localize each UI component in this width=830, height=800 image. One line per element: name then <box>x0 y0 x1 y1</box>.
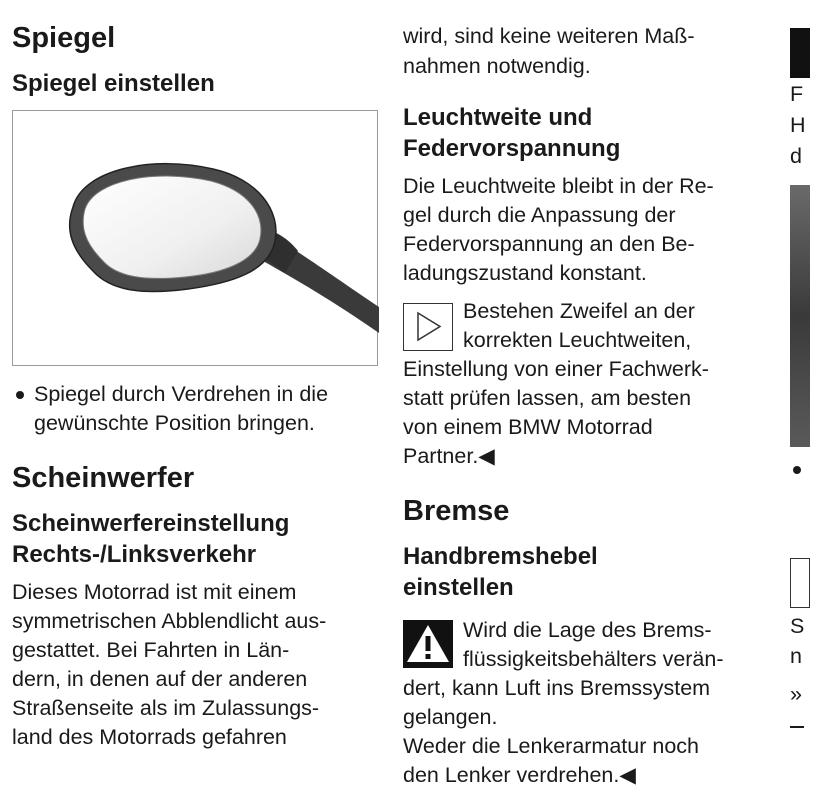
heading-headlight-range: Leuchtweite und <box>403 104 593 131</box>
body-text-line: nahmen notwendig. <box>403 54 591 78</box>
body-text-line: Federvorspannung an den Be- <box>403 232 695 256</box>
subheading-headlight-adjust: Scheinwerfereinstellung <box>12 510 290 537</box>
cropped-text-fragment: F <box>790 82 804 106</box>
subheading-hand-brake: Handbremshebel <box>403 543 598 570</box>
body-text-line: Straßenseite als im Zulassungs- <box>12 696 320 720</box>
note-text-line: korrekten Leuchtweiten, <box>463 328 692 352</box>
note-text-line: Einstellung von einer Fachwerk- <box>403 357 709 381</box>
warning-text-line: dert, kann Luft ins Bremssystem <box>403 676 711 700</box>
body-text-line: symmetrischen Abblendlicht aus- <box>12 609 327 633</box>
note-text-line: von einem BMW Motorrad <box>403 415 653 439</box>
cropped-text-fragment: S <box>790 614 805 638</box>
warning-icon <box>403 620 453 668</box>
body-text-line: ladungszustand konstant. <box>403 261 647 285</box>
warning-text-line: Weder die Lenkerarmatur noch <box>403 734 699 758</box>
mirror-illustration <box>12 110 378 366</box>
warning-triangle-icon <box>403 620 453 668</box>
warning-text-line: Wird die Lage des Brems- <box>463 618 712 642</box>
heading-brake: Bremse <box>403 495 510 527</box>
cropped-text-fragment: n <box>790 644 802 668</box>
subheading-hand-brake: einstellen <box>403 574 514 601</box>
warning-icon <box>790 28 810 78</box>
play-note-icon <box>790 558 810 608</box>
note-text-line: Bestehen Zweifel an der <box>463 299 695 323</box>
cropped-text-fragment: » <box>790 682 802 706</box>
heading-mirror: Spiegel <box>12 22 116 54</box>
body-text-line: gel durch die Anpassung der <box>403 203 676 227</box>
note-text-line: statt prüfen lassen, am besten <box>403 386 692 410</box>
subheading-headlight-adjust: Rechts-/Linksverkehr <box>12 541 257 568</box>
body-text-line: wird, sind keine weiteren Maß- <box>403 24 695 48</box>
body-text-line: dern, in denen auf der anderen <box>12 667 308 691</box>
warning-text-line: gelangen. <box>403 705 498 729</box>
bullet-text-line: gewünschte Position bringen. <box>34 411 315 435</box>
heading-headlight: Scheinwerfer <box>12 462 195 494</box>
body-text-line: gestattet. Bei Fahrten in Län- <box>12 638 290 662</box>
warning-text-line: flüssigkeitsbehälters verän- <box>463 647 724 671</box>
photo-fragment <box>790 185 810 447</box>
body-text-line: Dieses Motorrad ist mit einem <box>12 580 297 604</box>
play-note-icon <box>403 303 453 351</box>
subheading-mirror-adjust: Spiegel einstellen <box>12 70 215 97</box>
body-text-line: Die Leuchtweite bleibt in der Re- <box>403 174 714 198</box>
bullet-text-line: Spiegel durch Verdrehen in die <box>34 382 329 406</box>
note-text-line: Partner.◀ <box>403 444 495 468</box>
mirror-icon <box>13 111 379 367</box>
divider-line <box>790 726 804 728</box>
body-text-line: land des Motorrads gefahren <box>12 725 287 749</box>
bullet-marker <box>16 391 24 399</box>
cropped-text-fragment: H <box>790 113 806 137</box>
heading-headlight-range: Federvorspannung <box>403 135 621 162</box>
bullet-marker <box>793 466 801 474</box>
triangle-outline-icon <box>404 304 451 349</box>
warning-text-line: den Lenker verdrehen.◀ <box>403 763 636 787</box>
cropped-text-fragment: d <box>790 144 802 168</box>
